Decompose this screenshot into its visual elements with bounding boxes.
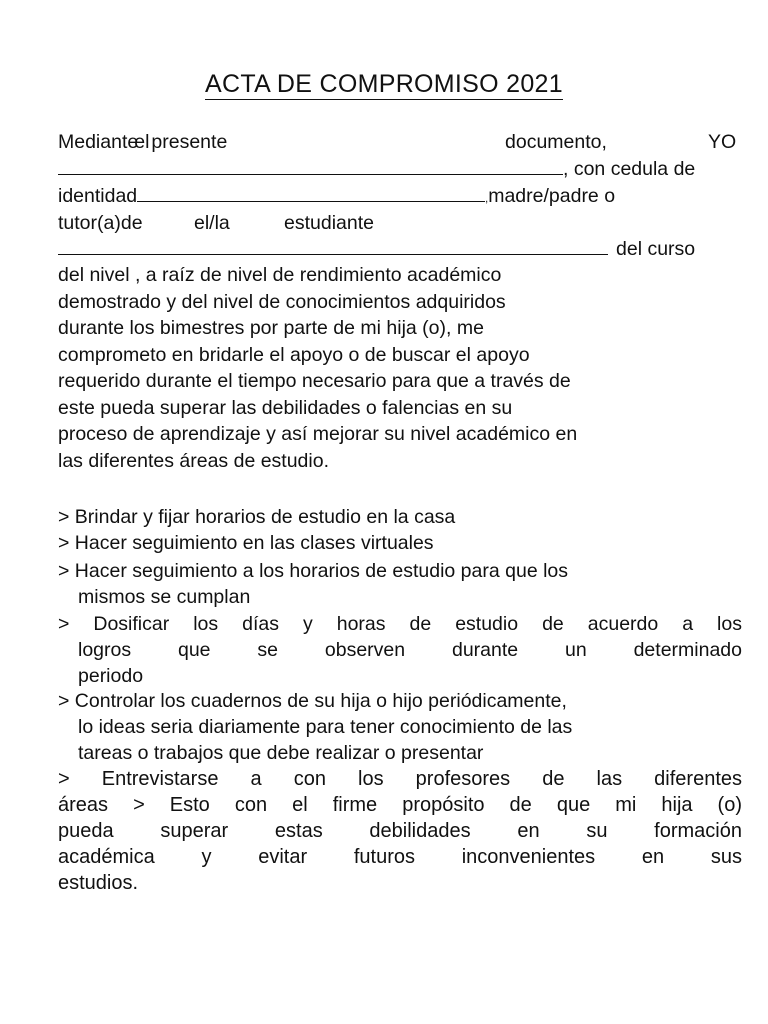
intro-line-4: tutor(a)de el/la estudiante [58, 212, 374, 234]
intro-line-5: del curso [58, 238, 740, 264]
commitment-paragraph [58, 262, 740, 474]
paragraph-line: durante los bimestres por parte de mi hija (o), me [58, 317, 484, 339]
bullet-item: > Hacer seguimiento a los horarios de estudio para que los mismos se cumplan [58, 560, 569, 608]
final-line: > Entrevistarse a con los profesores de las diferentes [58, 768, 742, 790]
bullet-item: > Dosificar los días y horas de estudio de acuerdo a los logros que se observen durante un determinado periodo [58, 613, 742, 687]
final-line: pueda superar estas debilidades en su formación [58, 820, 742, 842]
paragraph-line: comprometo en bridarle el apoyo o de buscar el apoyo [58, 343, 530, 366]
paragraph-line: requerido durante el tiempo necesario para que a través de [58, 370, 571, 392]
bullet-item: > Controlar los cuadernos de su hija o hijo periódicamente, lo ideas seria diariamente para tener conocimiento de las tareas o trabajos que debe realizar o presentar [58, 690, 573, 764]
document-title: ACTA DE COMPROMISO 2021 [205, 70, 563, 98]
paragraph-line: del nivel , a raíz de nivel de rendimiento académico [58, 264, 502, 286]
final-line: académica y evitar futuros inconvenientes en sus [58, 846, 742, 868]
intro-line-1: Medianteel presente documento, YO [58, 131, 737, 153]
final-line: estudios. [58, 872, 139, 894]
intro-line-2: , con cedula de [58, 158, 740, 184]
name-blank[interactable] [58, 158, 563, 175]
bullet-item: > Brindar y fijar horarios de estudio en la casa [58, 506, 456, 528]
final-paragraph [58, 766, 742, 896]
paragraph-line: las diferentes áreas de estudio. [58, 449, 330, 472]
student-blank[interactable] [58, 238, 608, 255]
paragraph-line: este pueda superar las debilidades o falencias en su [58, 396, 513, 419]
paragraph-line: demostrado y del nivel de conocimientos adquiridos [58, 290, 506, 313]
bullet-item: > Hacer seguimiento en las clases virtuales [58, 532, 434, 554]
final-line: áreas > Esto con el firme propósito de que mi hija (o) [58, 794, 742, 816]
paragraph-line: proceso de aprendizaje y así mejorar su nivel académico en [58, 423, 578, 445]
intro-line-3: identidad ,madre/padre o [58, 185, 616, 207]
id-blank[interactable] [137, 185, 485, 202]
